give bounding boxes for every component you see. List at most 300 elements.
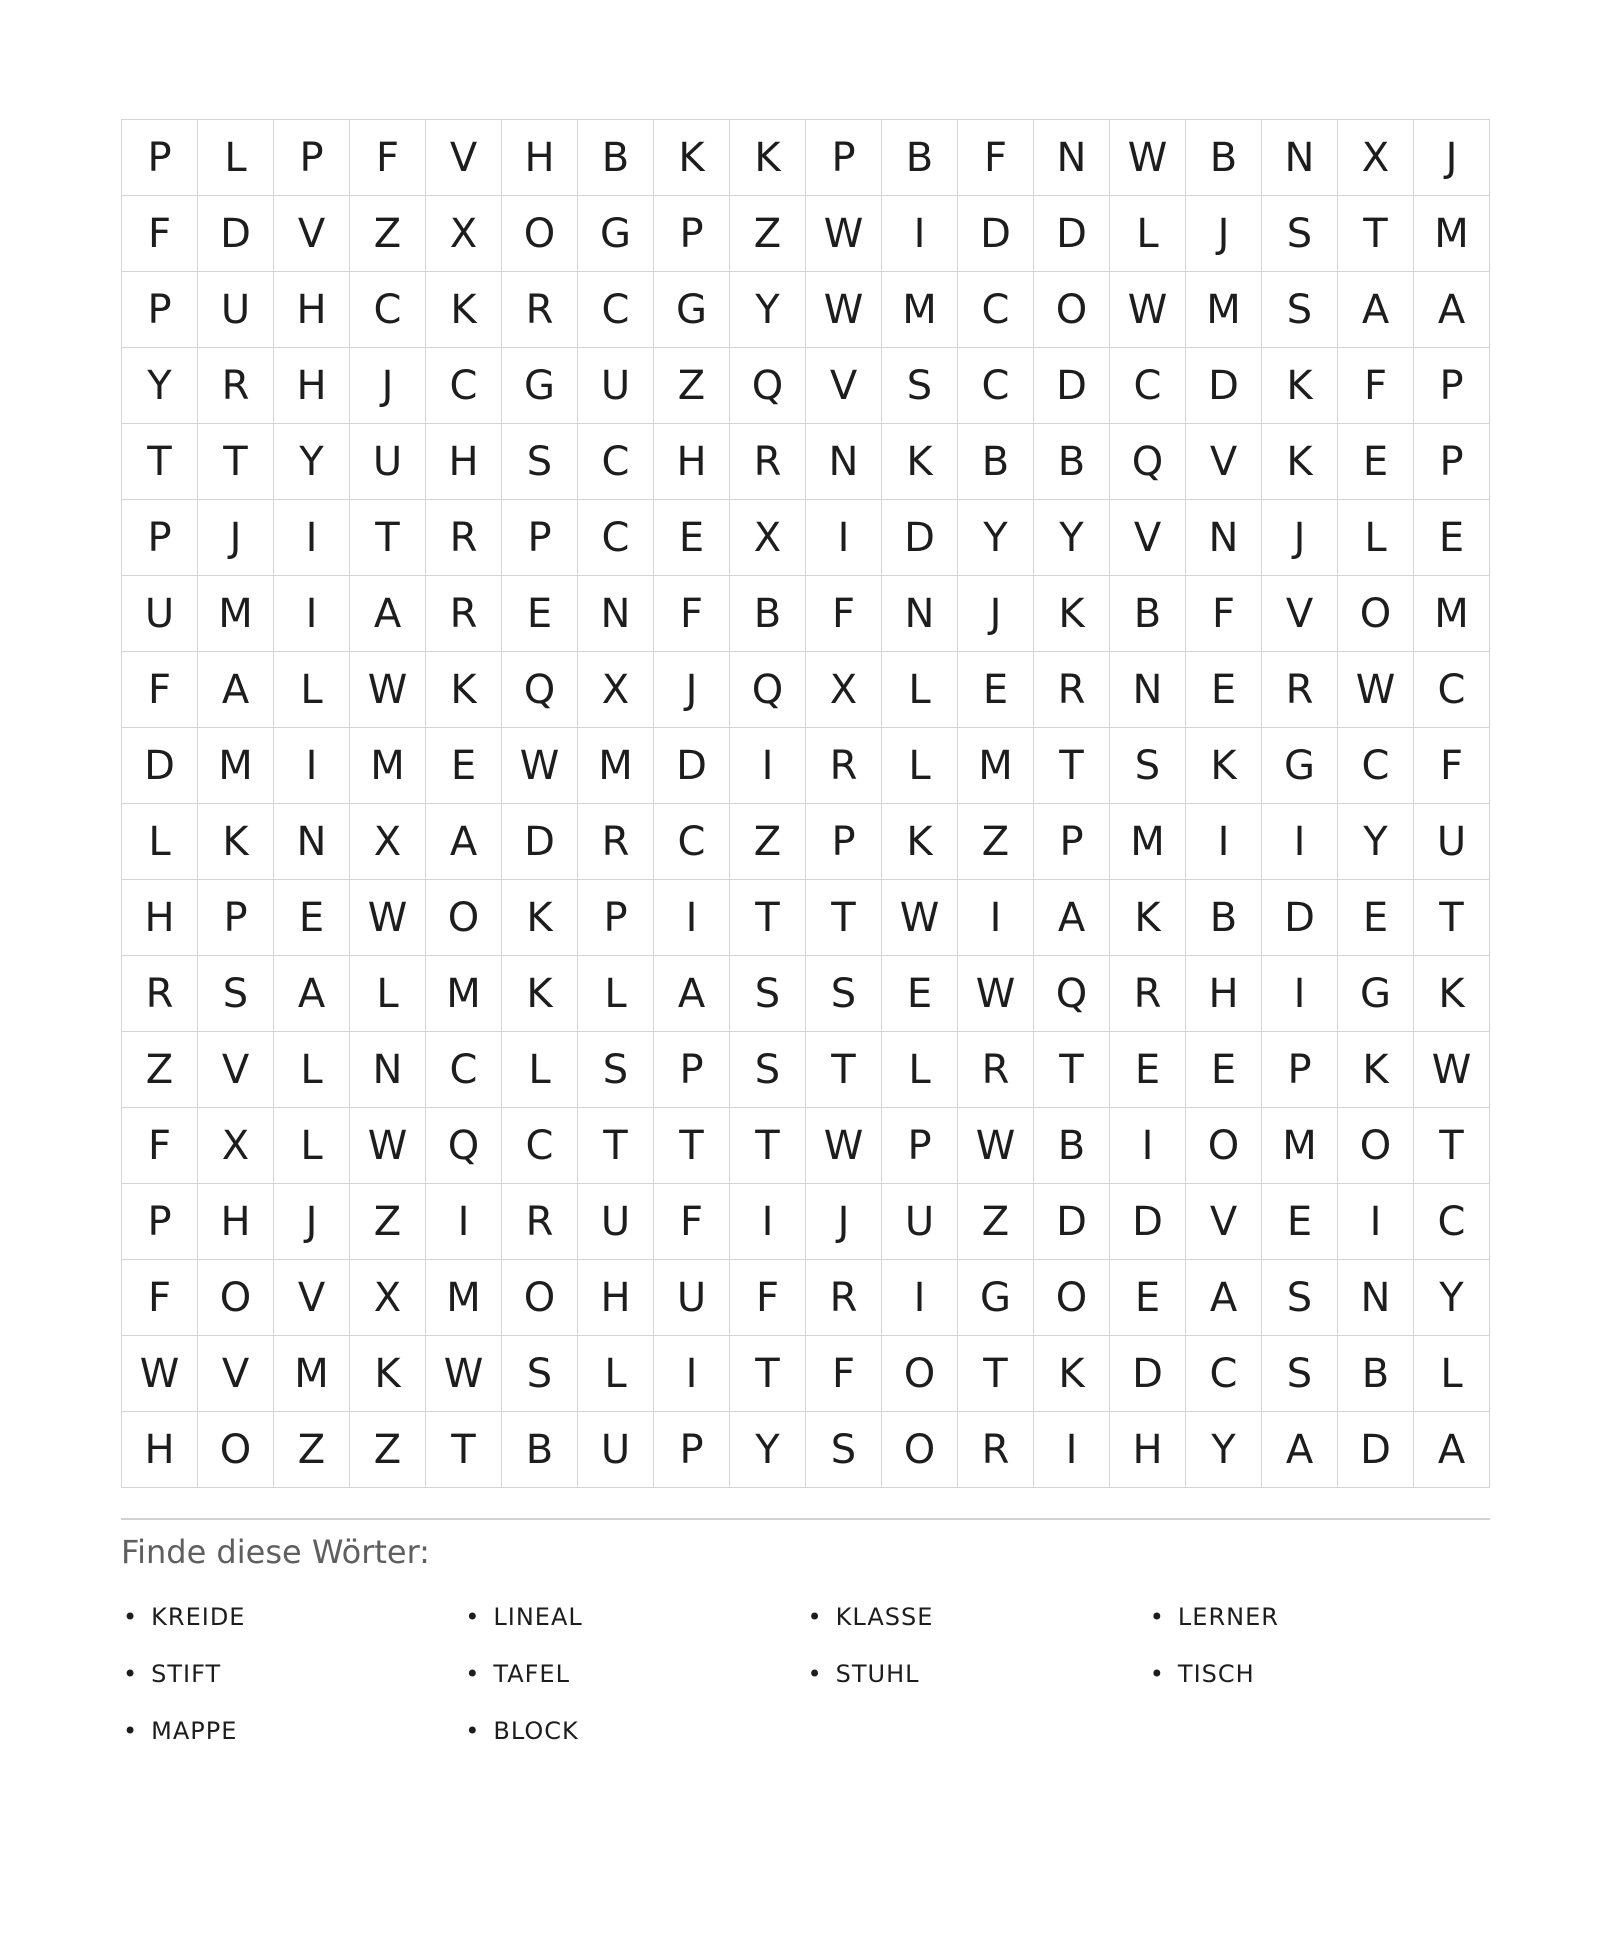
word-label: KREIDE [151,1603,246,1631]
grid-cell: K [730,120,806,196]
grid-cell: T [350,500,426,576]
find-words-heading: Finde diese Wörter: [121,1533,430,1571]
grid-cell: Y [730,1412,806,1488]
grid-cell: C [578,424,654,500]
bullet-icon: • [123,1717,138,1745]
grid-cell: T [1034,1032,1110,1108]
grid-cell: S [1262,1260,1338,1336]
grid-cell: H [654,424,730,500]
grid-cell: E [654,500,730,576]
bullet-icon: • [465,1717,480,1745]
grid-cell: P [122,272,198,348]
grid-cell: O [882,1336,958,1412]
grid-cell: Z [654,348,730,424]
grid-cell: N [1034,120,1110,196]
grid-cell: K [1338,1032,1414,1108]
grid-cell: M [1186,272,1262,348]
grid-cell: F [654,1184,730,1260]
grid-cell: Q [502,652,578,728]
grid-cell: B [1034,1108,1110,1184]
grid-cell: H [274,272,350,348]
grid-cell: C [1110,348,1186,424]
bullet-icon: • [465,1603,480,1631]
grid-cell: U [654,1260,730,1336]
grid-cell: R [426,500,502,576]
grid-cell: Z [350,196,426,272]
grid-cell: K [426,272,502,348]
grid-cell: Y [274,424,350,500]
grid-cell: M [274,1336,350,1412]
grid-cell: J [1414,120,1490,196]
grid-cell: W [958,956,1034,1032]
grid-cell: K [1414,956,1490,1032]
grid-cell: I [1262,804,1338,880]
grid-cell: X [350,804,426,880]
grid-cell: X [730,500,806,576]
grid-cell: W [350,1108,426,1184]
grid-cell: P [1414,424,1490,500]
grid-cell: L [274,652,350,728]
grid-cell: K [1186,728,1262,804]
grid-cell: D [1338,1412,1414,1488]
grid-cell: W [882,880,958,956]
grid-cell: P [122,1184,198,1260]
grid-cell: Y [1338,804,1414,880]
bullet-icon: • [1149,1603,1164,1631]
grid-cell: C [1414,1184,1490,1260]
grid-cell: R [578,804,654,880]
word-label: TAFEL [493,1660,570,1688]
grid-cell: C [426,1032,502,1108]
grid-cell: T [578,1108,654,1184]
grid-cell: E [1338,424,1414,500]
grid-cell: W [806,196,882,272]
grid-cell: D [1262,880,1338,956]
grid-cell: O [502,1260,578,1336]
grid-cell: P [578,880,654,956]
grid-cell: Z [350,1184,426,1260]
grid-cell: L [274,1108,350,1184]
grid-cell: W [350,880,426,956]
grid-cell: B [1186,880,1262,956]
word-list-item [463,1660,805,1688]
grid-cell: T [1414,880,1490,956]
grid-cell: I [654,1336,730,1412]
grid-cell: R [958,1412,1034,1488]
grid-cell: S [1262,1336,1338,1412]
grid-cell: P [882,1108,958,1184]
grid-cell: C [502,1108,578,1184]
grid-cell: K [882,804,958,880]
grid-cell: R [958,1032,1034,1108]
grid-cell: F [654,576,730,652]
grid-cell: U [350,424,426,500]
grid-cell: Y [730,272,806,348]
grid-cell: R [1110,956,1186,1032]
grid-cell: I [1262,956,1338,1032]
grid-cell: H [502,120,578,196]
grid-cell: J [350,348,426,424]
grid-cell: I [274,728,350,804]
word-list-item [806,1660,1148,1688]
grid-cell: P [806,804,882,880]
grid-cell: B [1338,1336,1414,1412]
grid-cell: D [1034,348,1110,424]
grid-cell: O [1186,1108,1262,1184]
grid-cell: V [198,1336,274,1412]
grid-cell: A [1034,880,1110,956]
grid-cell: K [1262,424,1338,500]
grid-cell: U [578,1184,654,1260]
grid-cell: G [1338,956,1414,1032]
grid-cell: T [122,424,198,500]
grid-cell: E [1262,1184,1338,1260]
grid-cell: C [1414,652,1490,728]
grid-cell: P [654,1412,730,1488]
grid-cell: X [198,1108,274,1184]
grid-cell: E [1186,1032,1262,1108]
grid-cell: M [882,272,958,348]
grid-cell: P [122,500,198,576]
grid-cell: P [1262,1032,1338,1108]
grid-cell: N [350,1032,426,1108]
grid-cell: C [578,500,654,576]
grid-cell: U [198,272,274,348]
grid-cell: L [578,1336,654,1412]
grid-cell: W [122,1336,198,1412]
grid-cell: B [502,1412,578,1488]
grid-cell: I [1338,1184,1414,1260]
grid-cell: H [122,1412,198,1488]
grid-cell: A [1414,272,1490,348]
grid-cell: E [274,880,350,956]
grid-cell: S [882,348,958,424]
grid-cell: L [882,1032,958,1108]
grid-cell: R [198,348,274,424]
grid-cell: W [426,1336,502,1412]
wordsearch-grid [121,119,1490,1488]
grid-cell: K [426,652,502,728]
grid-cell: D [502,804,578,880]
grid-cell: C [654,804,730,880]
word-label: MAPPE [151,1717,238,1745]
grid-cell: A [274,956,350,1032]
grid-cell: T [730,880,806,956]
grid-cell: N [806,424,882,500]
grid-cell: N [1186,500,1262,576]
bullet-icon: • [123,1660,138,1688]
grid-cell: M [426,1260,502,1336]
grid-cell: G [578,196,654,272]
grid-cell: L [274,1032,350,1108]
word-list [121,1603,1490,1745]
grid-cell: E [502,576,578,652]
grid-cell: F [350,120,426,196]
grid-cell: V [426,120,502,196]
grid-cell: I [274,500,350,576]
grid-cell: N [882,576,958,652]
grid-cell: L [882,728,958,804]
grid-cell: I [806,500,882,576]
grid-cell: G [502,348,578,424]
grid-cell: A [1186,1260,1262,1336]
grid-cell: S [806,956,882,1032]
grid-cell: A [198,652,274,728]
grid-cell: Z [958,1184,1034,1260]
grid-cell: M [426,956,502,1032]
grid-cell: K [1110,880,1186,956]
grid-cell: T [1034,728,1110,804]
grid-cell: L [350,956,426,1032]
grid-cell: L [198,120,274,196]
grid-cell: P [502,500,578,576]
grid-cell: R [806,728,882,804]
word-label: KLASSE [835,1603,934,1631]
word-list-item [121,1603,463,1631]
grid-cell: F [1186,576,1262,652]
word-list-item [1148,1603,1490,1631]
grid-cell: D [882,500,958,576]
grid-cell: S [1262,272,1338,348]
grid-cell: O [1338,1108,1414,1184]
grid-cell: D [654,728,730,804]
grid-cell: I [882,1260,958,1336]
grid-cell: F [1338,348,1414,424]
grid-cell: E [958,652,1034,728]
grid-cell: Z [730,804,806,880]
grid-cell: B [578,120,654,196]
grid-cell: X [578,652,654,728]
grid-cell: Q [730,348,806,424]
grid-cell: L [1110,196,1186,272]
grid-cell: S [730,1032,806,1108]
word-label: LINEAL [493,1603,583,1631]
grid-cell: O [1338,576,1414,652]
grid-cell: M [198,576,274,652]
grid-cell: Y [1034,500,1110,576]
grid-cell: D [958,196,1034,272]
grid-cell: V [1110,500,1186,576]
grid-cell: D [1110,1184,1186,1260]
grid-cell: W [806,272,882,348]
bullet-icon: • [807,1603,822,1631]
grid-cell: M [1414,196,1490,272]
grid-cell: D [1110,1336,1186,1412]
grid-cell: P [654,196,730,272]
grid-cell: I [654,880,730,956]
grid-cell: C [1186,1336,1262,1412]
grid-cell: A [350,576,426,652]
grid-cell: M [958,728,1034,804]
grid-cell: P [654,1032,730,1108]
grid-cell: Q [1034,956,1110,1032]
grid-cell: S [1110,728,1186,804]
grid-cell: K [1034,1336,1110,1412]
grid-cell: V [274,1260,350,1336]
grid-cell: H [578,1260,654,1336]
grid-cell: Z [350,1412,426,1488]
grid-cell: Y [122,348,198,424]
grid-cell: I [882,196,958,272]
bullet-icon: • [807,1660,822,1688]
grid-cell: H [198,1184,274,1260]
grid-cell: B [882,120,958,196]
grid-cell: K [198,804,274,880]
grid-cell: M [578,728,654,804]
grid-cell: D [122,728,198,804]
grid-cell: F [122,652,198,728]
grid-cell: P [1034,804,1110,880]
grid-cell: C [426,348,502,424]
grid-cell: F [806,1336,882,1412]
grid-cell: F [730,1260,806,1336]
grid-cell: R [502,1184,578,1260]
grid-cell: X [806,652,882,728]
divider [121,1518,1490,1520]
grid-cell: X [1338,120,1414,196]
grid-cell: L [578,956,654,1032]
bullet-icon: • [123,1603,138,1631]
grid-cell: I [958,880,1034,956]
grid-cell: W [502,728,578,804]
grid-cell: E [1110,1260,1186,1336]
grid-cell: K [1262,348,1338,424]
grid-cell: Z [274,1412,350,1488]
grid-cell: S [730,956,806,1032]
word-list-item [121,1660,463,1688]
grid-cell: U [882,1184,958,1260]
grid-cell: E [426,728,502,804]
grid-cell: I [1186,804,1262,880]
grid-cell: J [274,1184,350,1260]
grid-cell: Y [1186,1412,1262,1488]
grid-cell: T [198,424,274,500]
grid-cell: I [1034,1412,1110,1488]
word-label: STIFT [151,1660,222,1688]
bullet-icon: • [465,1660,480,1688]
grid-cell: G [958,1260,1034,1336]
grid-cell: I [1110,1108,1186,1184]
grid-cell: R [426,576,502,652]
grid-cell: J [654,652,730,728]
grid-cell: D [1186,348,1262,424]
grid-cell: S [578,1032,654,1108]
grid-cell: T [806,880,882,956]
grid-cell: K [1034,576,1110,652]
word-list-item [463,1717,805,1745]
grid-cell: U [578,348,654,424]
grid-cell: I [426,1184,502,1260]
grid-cell: S [806,1412,882,1488]
bullet-icon: • [1149,1660,1164,1688]
grid-cell: J [1186,196,1262,272]
grid-cell: K [502,956,578,1032]
grid-cell: E [1110,1032,1186,1108]
grid-cell: H [1110,1412,1186,1488]
grid-cell: B [1110,576,1186,652]
grid-cell: N [1110,652,1186,728]
grid-cell: W [1110,120,1186,196]
grid-cell: E [882,956,958,1032]
grid-cell: Z [122,1032,198,1108]
grid-cell: K [654,120,730,196]
grid-cell: R [730,424,806,500]
grid-cell: R [1034,652,1110,728]
grid-cell: T [958,1336,1034,1412]
grid-cell: V [1262,576,1338,652]
grid-cell: W [1110,272,1186,348]
grid-cell: S [502,424,578,500]
grid-cell: V [806,348,882,424]
word-label: LERNER [1177,1603,1279,1631]
grid-cell: T [1338,196,1414,272]
grid-cell: L [1414,1336,1490,1412]
grid-cell: C [958,272,1034,348]
grid-cell: O [198,1260,274,1336]
word-label: TISCH [1177,1660,1255,1688]
grid-cell: S [198,956,274,1032]
grid-cell: W [1338,652,1414,728]
grid-cell: A [1338,272,1414,348]
grid-cell: J [958,576,1034,652]
grid-cell: V [1186,424,1262,500]
grid-cell: E [1414,500,1490,576]
grid-cell: O [1034,1260,1110,1336]
grid-cell: W [806,1108,882,1184]
grid-cell: B [730,576,806,652]
grid-cell: M [198,728,274,804]
grid-cell: X [426,196,502,272]
grid-cell: U [1414,804,1490,880]
grid-cell: F [1414,728,1490,804]
grid-cell: L [1338,500,1414,576]
grid-cell: K [502,880,578,956]
grid-cell: O [882,1412,958,1488]
grid-cell: Z [730,196,806,272]
grid-cell: L [882,652,958,728]
grid-cell: A [1262,1412,1338,1488]
grid-cell: L [122,804,198,880]
grid-cell: Z [958,804,1034,880]
grid-cell: M [1110,804,1186,880]
grid-cell: N [274,804,350,880]
grid-cell: I [730,1184,806,1260]
grid-cell: S [502,1336,578,1412]
grid-cell: T [1414,1108,1490,1184]
grid-cell: M [350,728,426,804]
grid-cell: H [122,880,198,956]
grid-cell: N [1262,120,1338,196]
grid-cell: S [1262,196,1338,272]
grid-cell: R [1262,652,1338,728]
grid-cell: Y [1414,1260,1490,1336]
grid-cell: P [274,120,350,196]
grid-cell: O [502,196,578,272]
grid-cell: R [502,272,578,348]
grid-cell: B [958,424,1034,500]
grid-cell: C [578,272,654,348]
grid-cell: Y [958,500,1034,576]
grid-cell: M [1414,576,1490,652]
grid-cell: P [806,120,882,196]
grid-cell: V [1186,1184,1262,1260]
grid-cell: P [122,120,198,196]
grid-cell: J [198,500,274,576]
grid-cell: J [1262,500,1338,576]
grid-cell: D [198,196,274,272]
grid-cell: J [806,1184,882,1260]
grid-cell: O [426,880,502,956]
